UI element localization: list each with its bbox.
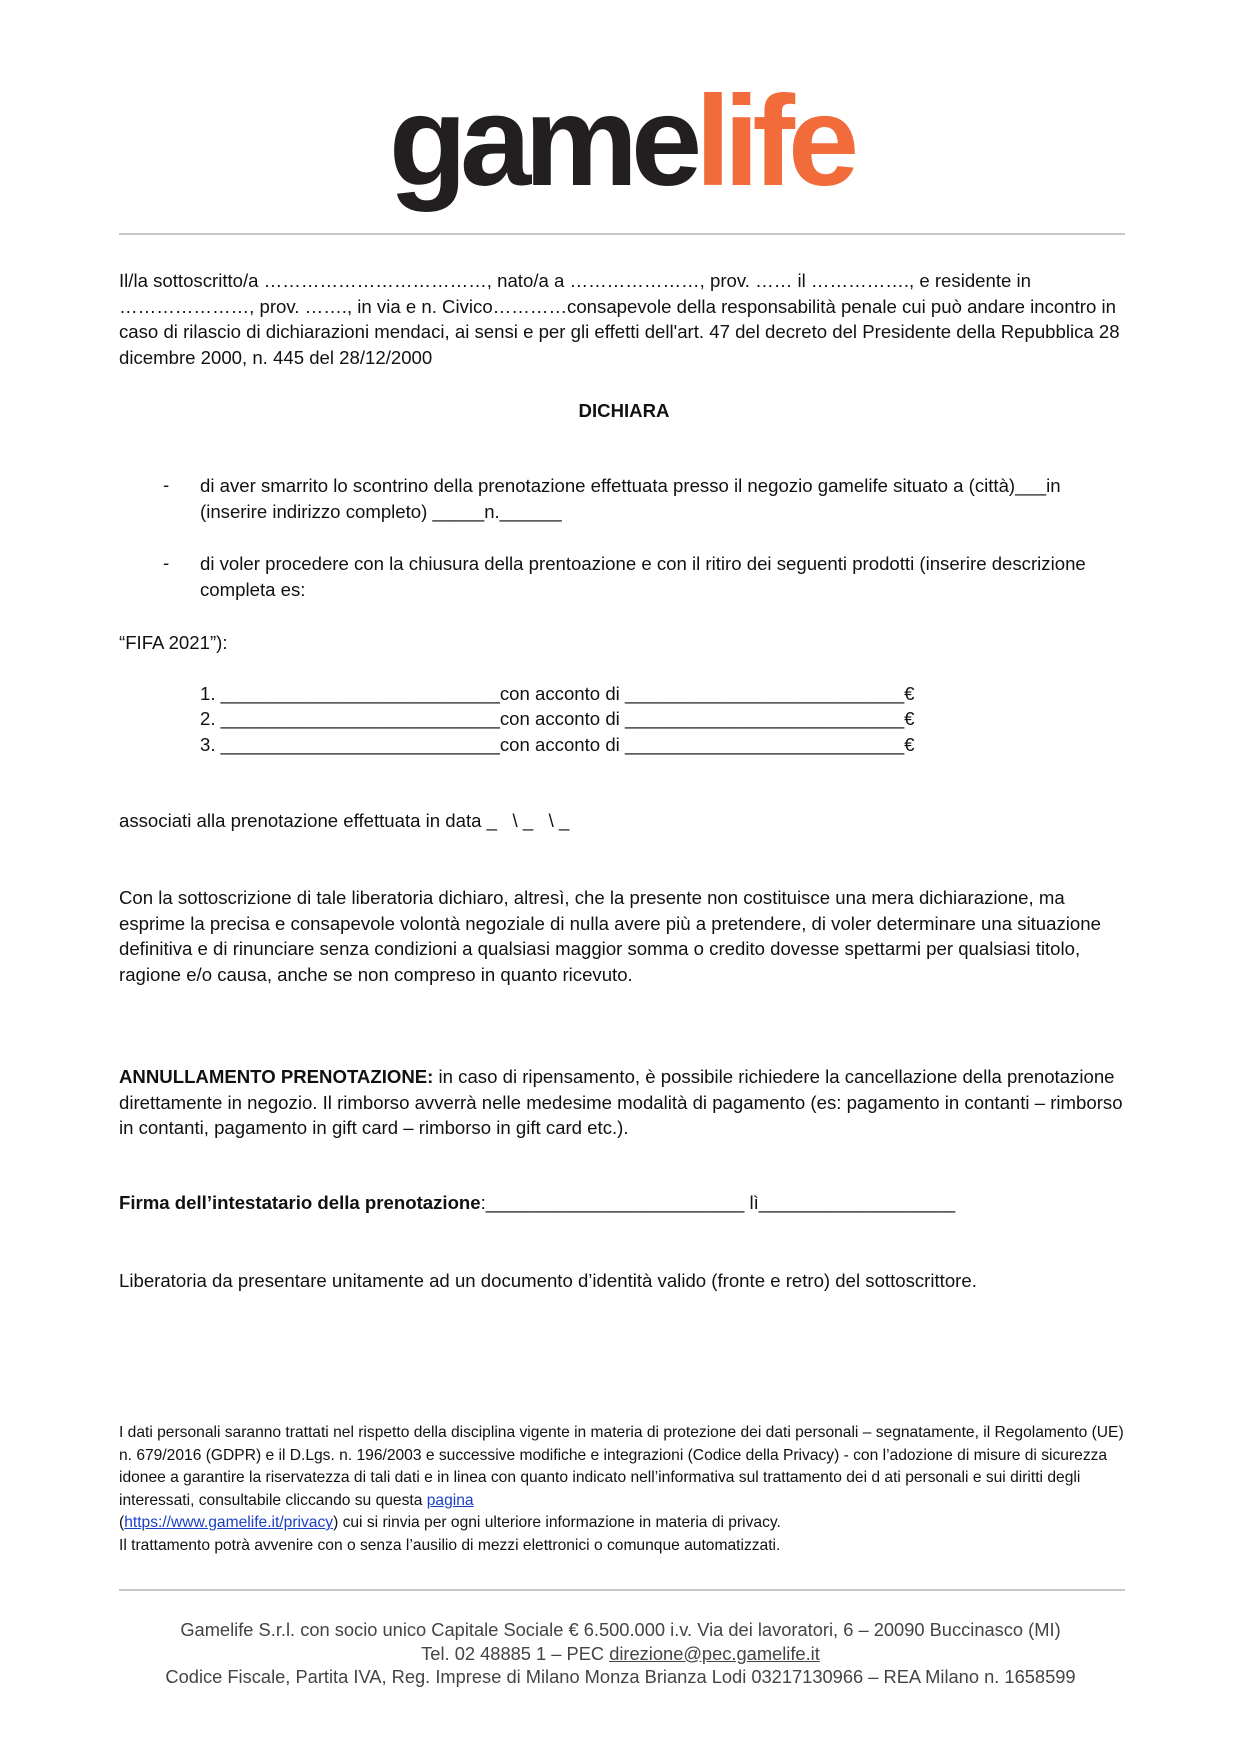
cancellation-text: in caso di ripensamento, è possibile richiedere la cancellazione della prenotazione direttamente in negozio. Il rimborso avverrà nelle medesime modalità di pagamento (es: pagamento in contanti – rimborso in contanti, pagamento in gift card – rimborso in gift card etc.). xyxy=(119,1066,1123,1138)
bullet-2-marker: - xyxy=(163,552,170,573)
product-line-1: 1. ___________________________con acconto di ___________________________€ xyxy=(200,683,915,704)
id-document-note: Liberatoria da presentare unitamente ad un documento d’identità valido (fronte e retro) del sottoscrittore. xyxy=(119,1270,977,1291)
declaration-paragraph: Con la sottoscrizione di tale liberatoria dichiaro, altresì, che la presente non costituisce una mera dichiarazione, ma esprime la precisa e consapevole volontà negoziale di nulla avere più a pretendere, di voler determinare una situazione definitiva e di rinunciare senza condizioni a qualsiasi maggior somma o credito dovesse spettarmi per qualsiasi titolo, ragione e/o causa, anche se non compreso in quanto ricevuto. xyxy=(119,887,1101,985)
privacy-text-1: I dati personali saranno trattati nel rispetto della disciplina vigente in materia di protezione dei dati personali – segnatamente, il Regolamento (UE) n. 679/2016 (GDPR) e il D.Lgs. n. 196/2003 e successive modifiche e integrazioni (Codice della Privacy) - con l’adozione di misure di sicurezza idonee a garantire la riservatezza di tali dati e in linea con quanto indicato nell’informativa sul trattamento dei d ati personali e sui diritti degli interessati, consultabile cliccando su questa xyxy=(119,1424,1124,1509)
logo-game: game xyxy=(388,70,696,213)
cancellation-label: ANNULLAMENTO PRENOTAZIONE: xyxy=(119,1066,434,1087)
bullet-1-text: di aver smarrito lo scontrino della prenotazione effettuata presso il negozio gamelife situato a (città)___in (inserire indirizzo completo) _____n.______ xyxy=(200,475,1061,522)
bullet-1-marker: - xyxy=(163,474,170,495)
footer-company-line: Gamelife S.r.l. con socio unico Capitale Sociale € 6.500.000 i.v. Via dei lavoratori, 6 – 20090 Buccinasco (MI) xyxy=(180,1619,1061,1640)
privacy-text-2: ) cui si rinvia per ogni ulteriore informazione in materia di privacy. xyxy=(333,1514,781,1531)
gamelife-logo xyxy=(0,70,1241,213)
bullet-2-text: di voler procedere con la chiusura della prentoazione e con il ritiro dei seguenti prodotti (inserire descrizione completa es: xyxy=(200,553,1086,600)
dichiara-heading: DICHIARA xyxy=(578,400,670,421)
booking-date-line: associati alla prenotazione effettuata in data _ \ _ \ _ xyxy=(119,810,570,831)
header-divider xyxy=(119,233,1125,235)
signature-label: Firma dell’intestatario della prenotazione xyxy=(119,1192,481,1213)
privacy-open-paren: ( xyxy=(119,1514,125,1531)
footer-registry-line: Codice Fiscale, Partita IVA, Reg. Imprese di Milano Monza Brianza Lodi 03217130966 – REA Milano n. 1658599 xyxy=(165,1666,1076,1687)
signature-line xyxy=(119,1190,1129,1216)
company-footer xyxy=(0,1618,1241,1689)
signature-blank: :_________________________ lì___________________ xyxy=(480,1192,956,1213)
footer-pec-email-link[interactable]: direzione@pec.gamelife.it xyxy=(609,1642,820,1664)
privacy-url-link[interactable]: https://www.gamelife.it/privacy xyxy=(124,1514,334,1531)
product-line-3: 3. ___________________________con acconto di ___________________________€ xyxy=(200,734,915,755)
privacy-text-3: Il trattamento potrà avvenire con o senza l’ausilio di mezzi elettronici o comunque automatizzati. xyxy=(119,1536,781,1554)
cancellation-paragraph xyxy=(119,1064,1129,1141)
intro-paragraph: Il/la sottoscritto/a ………………………………, nato/a a …………………, prov. …… il ……………., e residente in …………………, prov. ……., in via e n. Civico…………consapevole della responsabilità penale cui può andare incontro in caso di rilascio di dichiarazioni mendaci, ai sensi e per gli effetti dell'art. 47 del decreto del Presidente della Repubblica 28 dicembre 2000, n. 445 del 28/12/2000 xyxy=(119,270,1120,368)
example-text: “FIFA 2021”): xyxy=(119,632,228,653)
product-line-2: 2. ___________________________con acconto di ___________________________€ xyxy=(200,708,915,729)
privacy-page-link[interactable]: pagina xyxy=(426,1491,474,1509)
footer-divider xyxy=(119,1589,1125,1591)
privacy-notice xyxy=(119,1422,1129,1557)
logo-life: life xyxy=(695,70,853,213)
footer-contact-line xyxy=(0,1642,1241,1666)
footer-tel: Tel. 02 48885 1 – PEC xyxy=(421,1642,610,1664)
